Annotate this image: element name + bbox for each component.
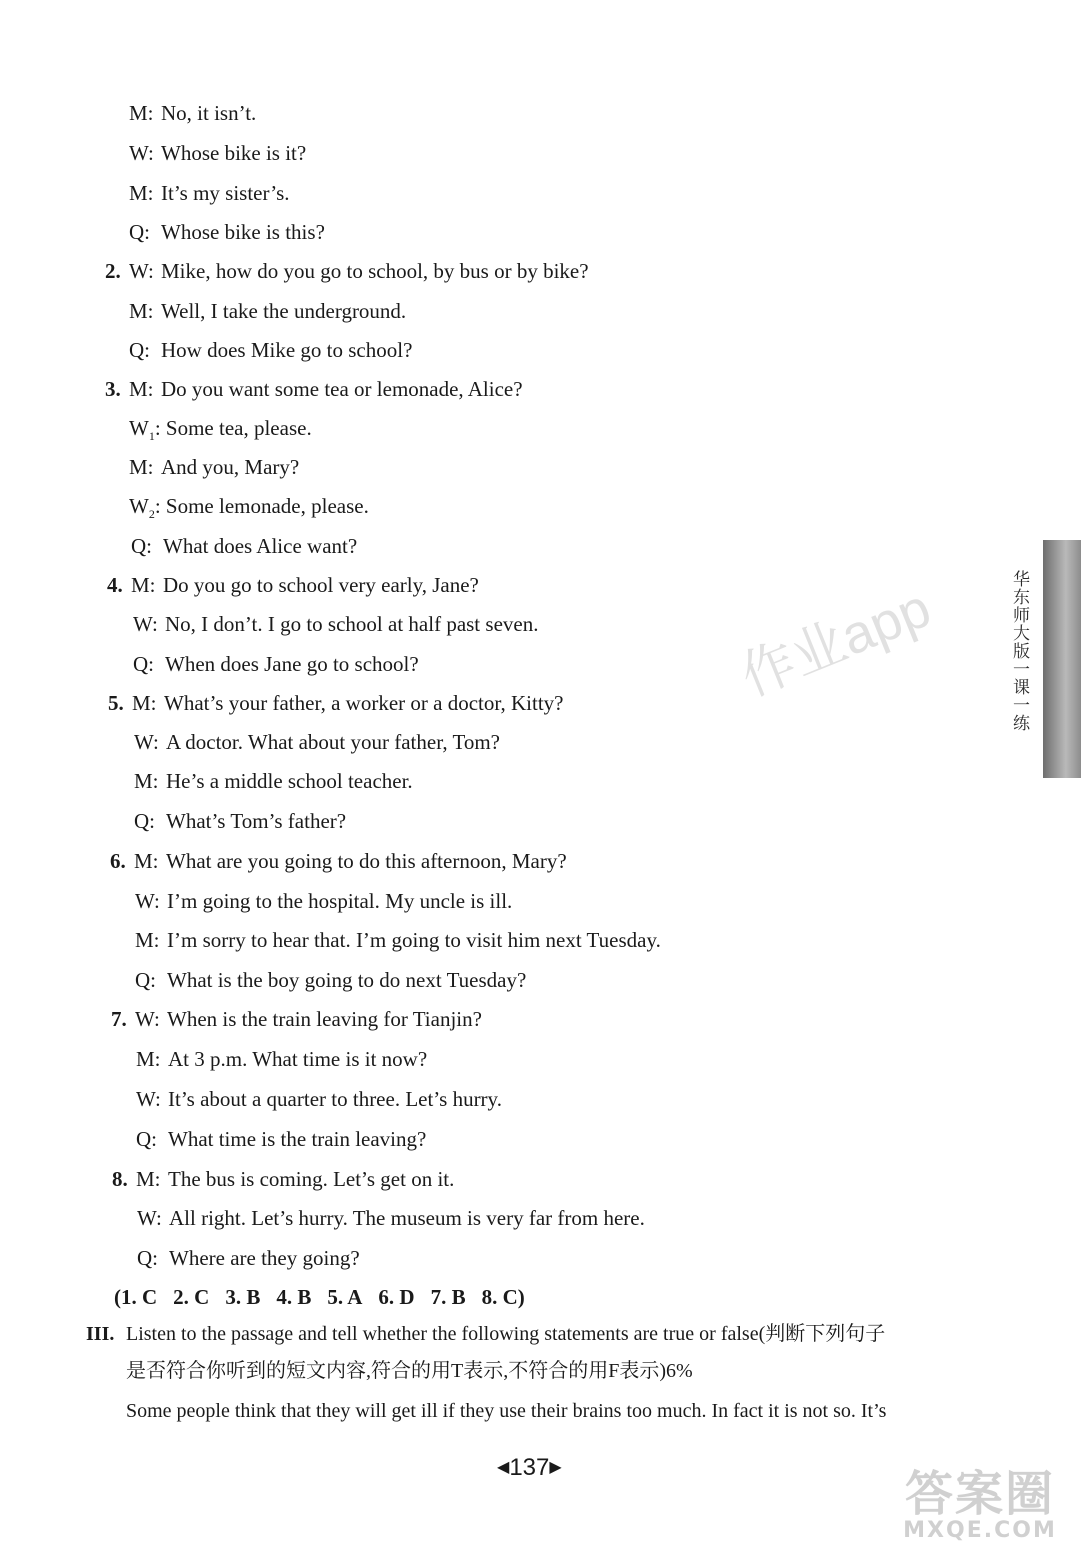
side-tab-label: 华东师大版一课一练 [1009,570,1029,732]
dialog-line: W: All right. Let’s hurry. The museum is very far from here. [137,1206,645,1230]
dialog-line: Q: What time is the train leaving? [136,1127,427,1151]
dialog-line: Q: What’s Tom’s father? [134,809,347,833]
page-number: ◀137▶ [497,1454,562,1481]
dialog-line: W: A doctor. What about your father, Tom? [134,730,501,754]
dialog-line: M: I’m sorry to hear that. I’m going to visit him next Tuesday. [135,928,661,952]
dialog-line: M: No, it isn’t. [129,101,257,125]
dialog-line: 7. W: When is the train leaving for Tianjin? [111,1007,482,1031]
dialog-line: W: It’s about a quarter to three. Let’s hurry. [136,1087,502,1111]
dialog-line: $W_1$: Some tea, please. [129,416,312,444]
question-number: 5. [108,691,124,715]
dialog-line: Q: What is the boy going to do next Tuesday? [135,968,527,992]
dialog-line: M: It’s my sister’s. [129,181,290,205]
dialog-line: 6. M: What are you going to do this afternoon, Mary? [110,849,567,873]
dialog-line: Q: How does Mike go to school? [129,338,413,362]
dialog-line: 2. W: Mike, how do you go to school, by bus or by bike? [105,259,589,283]
dialog-line: Q: When does Jane go to school? [133,652,419,676]
dialog-line: W: I’m going to the hospital. My uncle is ill. [135,889,513,913]
dialog-line: W: No, I don’t. I go to school at half past seven. [133,612,539,636]
watermark-logo: 答案圈 MXQE.COM [903,1466,1057,1543]
dialog-line: M: And you, Mary? [129,455,300,479]
dialog-line: M: Well, I take the underground. [129,299,407,323]
question-number: 7. [111,1007,127,1031]
dialog-line: 3. M: Do you want some tea or lemonade, Alice? [105,377,523,401]
question-number: 4. [107,573,123,597]
dialog-line: Q: Whose bike is this? [129,220,325,244]
dialog-line: M: At 3 p.m. What time is it now? [136,1047,428,1071]
passage-text: Some people think that they will get ill if they use their brains too much. In fact it is not so. It’s [126,1400,887,1422]
dialog-line: M: He’s a middle school teacher. [134,769,413,793]
dialog-line: $W_2$: Some lemonade, please. [129,494,369,522]
section-heading: III. Listen to the passage and tell whether the following statements are true or false(判断下列句子 [86,1323,886,1345]
dialog-line: Q: Where are they going? [137,1246,360,1270]
section-instruction: 是否符合你听到的短文内容,符合的用T表示,不符合的用F表示)6% [126,1360,693,1382]
question-number: 6. [110,849,126,873]
question-number: 3. [105,377,121,401]
question-number: 2. [105,259,121,283]
dialog-line: W: Whose bike is it? [129,141,307,165]
dialog-line: Q: What does Alice want? [131,534,358,558]
dialog-line: 5. M: What’s your father, a worker or a doctor, Kitty? [108,691,564,715]
dialog-line: 8. M: The bus is coming. Let’s get on it. [112,1167,455,1191]
dialog-line: 4. M: Do you go to school very early, Jane? [107,573,479,597]
question-number: 8. [112,1167,128,1191]
answer-key: (1. C 2. C 3. B 4. B 5. A 6. D 7. B 8. C) [114,1285,525,1309]
side-tab [1043,540,1081,778]
watermark: 作业app [732,577,939,708]
